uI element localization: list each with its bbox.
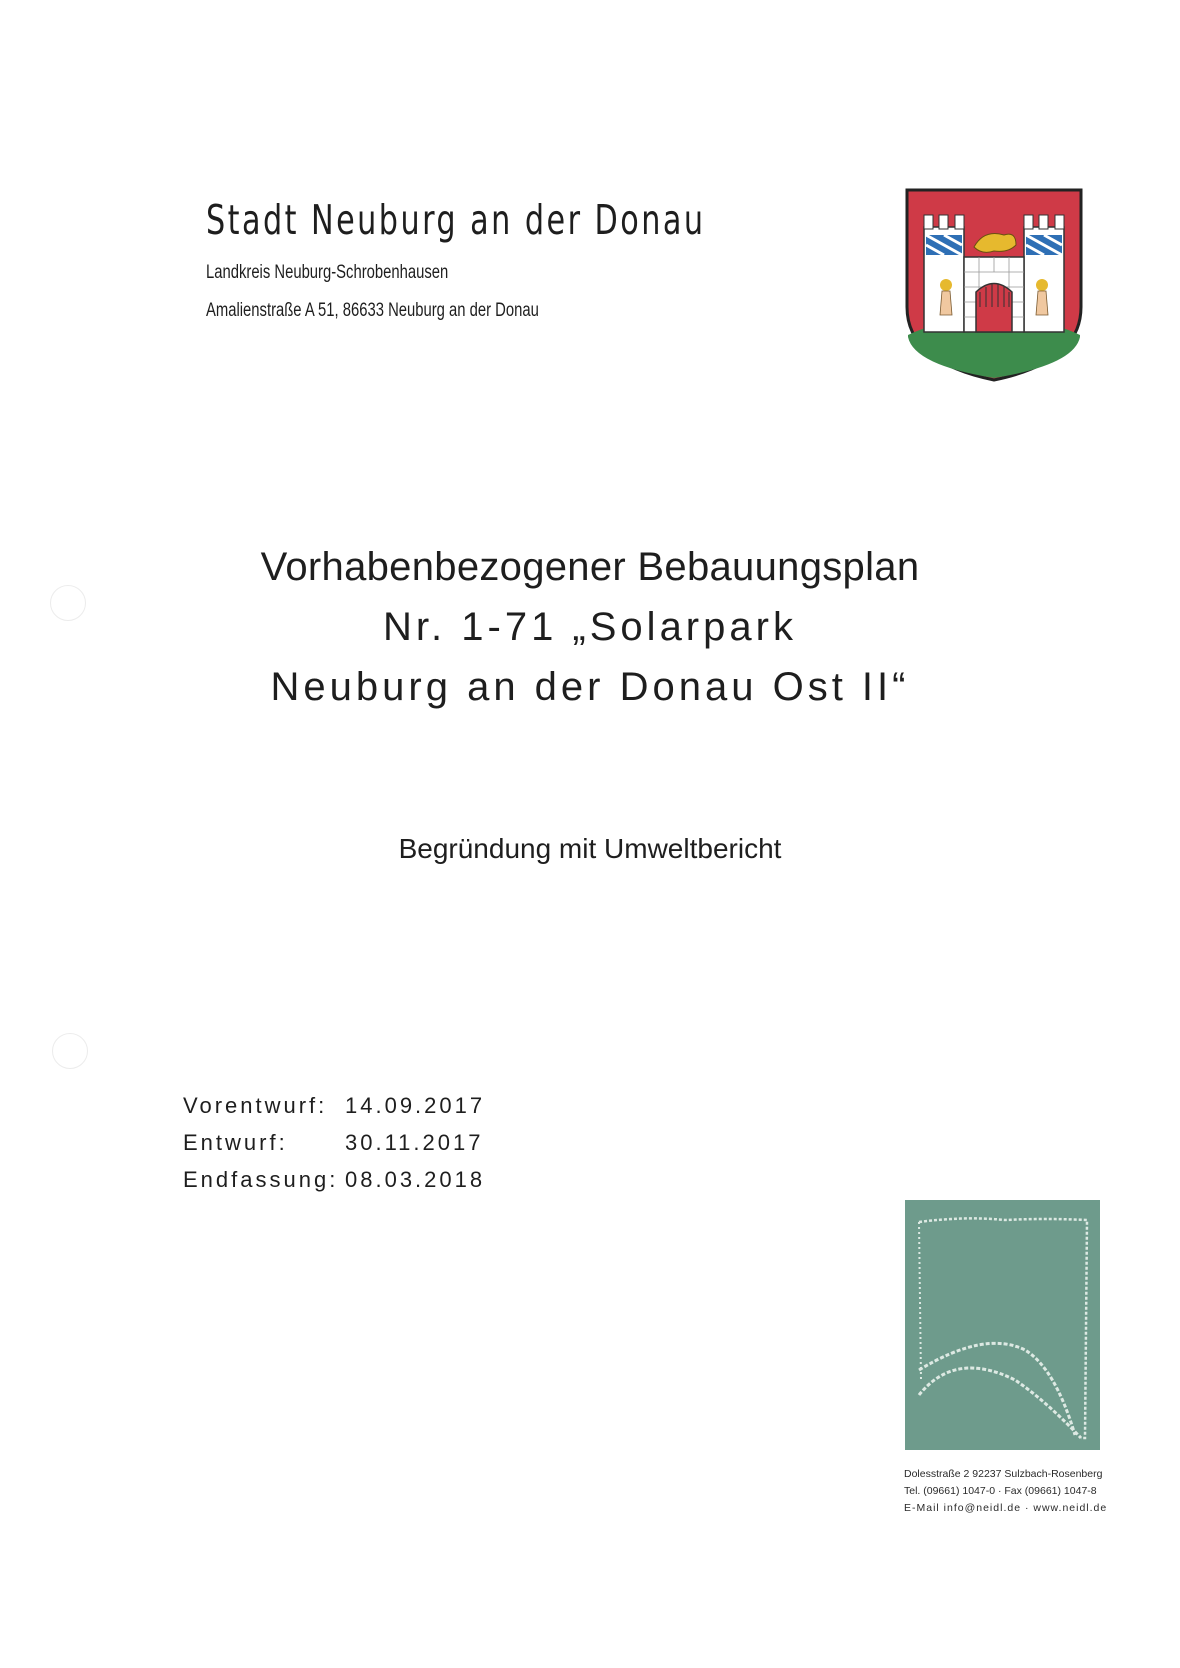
planner-phone-line: Tel. (09661) 1047-0 · Fax (09661) 1047-8 [904, 1485, 1097, 1497]
issuer-district: Landkreis Neuburg-Schrobenhausen [206, 262, 449, 283]
planner-contact-line: E-Mail info@neidl.de · www.neidl.de [904, 1502, 1108, 1514]
version-dates-table [183, 1092, 485, 1203]
date-label: Endfassung: [183, 1166, 339, 1192]
date-label: Entwurf: [183, 1129, 288, 1155]
hole-punch-mark [52, 1033, 88, 1069]
coat-of-arms-icon [904, 187, 1084, 383]
date-value: 14.09.2017 [345, 1092, 486, 1118]
date-label: Vorentwurf: [183, 1092, 328, 1118]
date-row-entwurf [183, 1129, 485, 1166]
date-value: 08.03.2018 [345, 1166, 486, 1192]
plan-title-line-3: Neuburg an der Donau Ost II“ [270, 665, 910, 709]
document-subtitle: Begründung mit Umweltbericht [398, 833, 782, 864]
planner-address-line: Dolesstraße 2 92237 Sulzbach-Rosenberg [904, 1468, 1103, 1480]
date-row-vorentwurf [183, 1092, 485, 1129]
plan-title-line-2: Nr. 1-71 „Solarpark [383, 605, 797, 649]
date-row-endfassung [183, 1166, 485, 1203]
issuer-name: Stadt Neuburg an der Donau [206, 196, 706, 244]
issuer-address: Amalienstraße A 51, 86633 Neuburg an der Donau [206, 300, 539, 321]
date-value: 30.11.2017 [345, 1129, 484, 1155]
planner-logo-icon [905, 1200, 1100, 1450]
plan-title-line-1: Vorhabenbezogener Bebauungsplan [260, 545, 920, 589]
hole-punch-mark [50, 585, 86, 621]
